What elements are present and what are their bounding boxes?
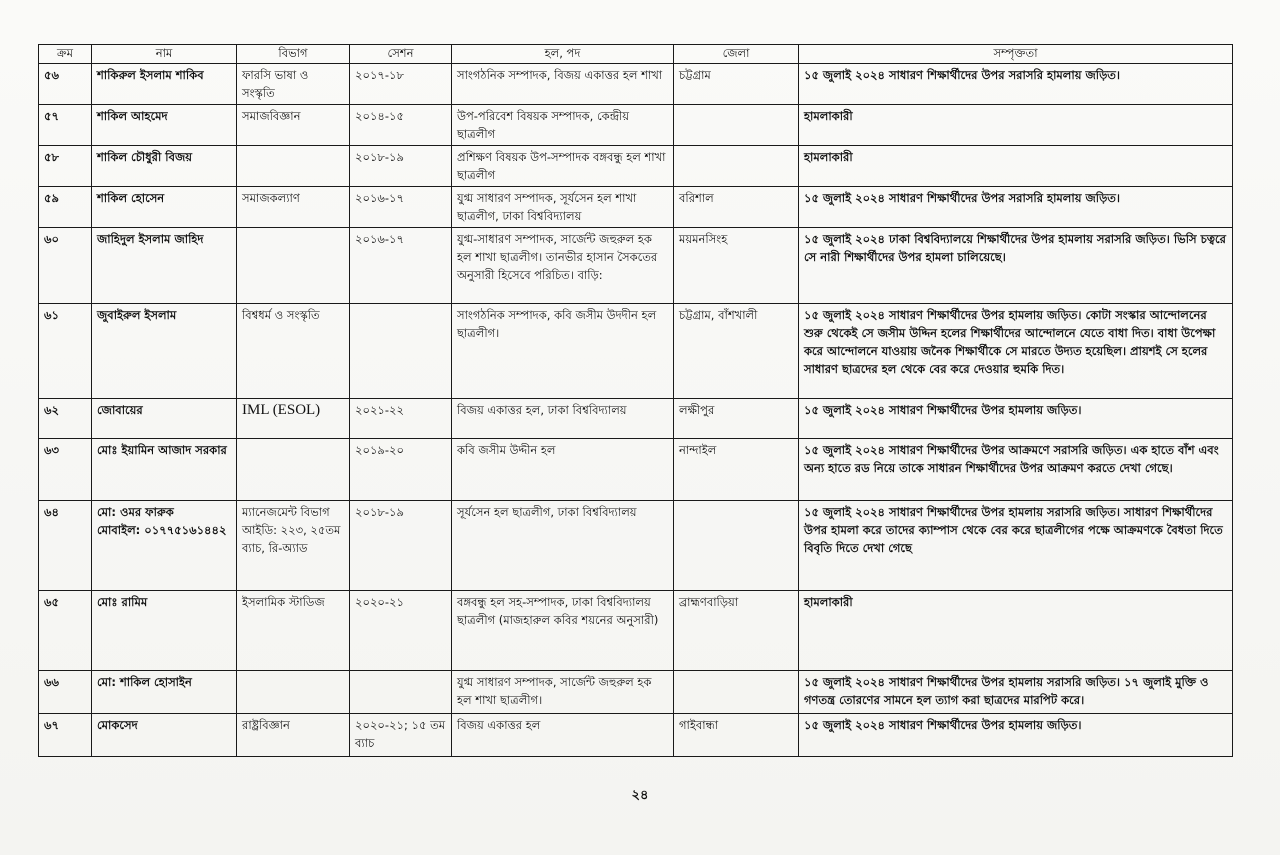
table-row — [39, 146, 1233, 187]
cell-involvement: ১৫ জুলাই ২০২৪ সাধারণ শিক্ষার্থীদের উপর হামলায় জড়িত। কোটা সংস্কার আন্দোলনের শুরু থেকেই সে জসীম উদ্দিন হলের শিক্ষার্থীদের আন্দোলনে যেতে বাধা দিত। বাধা উপেক্ষা করে আন্দোলনে যাওয়ায় জনৈক শিক্ষার্থীকে সে মারতে উদ্যত হয়েছিল। প্রায়শই সে হলের সাধারণ ছাত্রদের হল থেকে বের করে দেওয়ার হুমকি দিত। — [799, 304, 1233, 399]
cell-department: সমাজকল্যাণ — [237, 187, 350, 228]
cell-involvement: হামলাকারী — [799, 591, 1233, 671]
cell-name: জুবাইরুল ইসলাম — [92, 304, 237, 399]
cell-department — [237, 439, 350, 501]
cell-involvement: ১৫ জুলাই ২০২৪ সাধারণ শিক্ষার্থীদের উপর হামলায় সরাসরি জড়িত। সাধারণ শিক্ষার্থীদের উপর হামলা করে তাদের ক্যাম্পাস থেকে বের করে ছাত্রলীগের পক্ষে আক্রমণকে বৈধতা দিতে বিবৃতি দিতে দেখা গেছে — [799, 501, 1233, 591]
cell-name: মোকসেদ — [92, 714, 237, 757]
cell-hall-post: যুগ্ম সাধারণ সম্পাদক, সার্জেন্ট জহুরুল হক হল শাখা ছাত্রলীগ। — [452, 671, 674, 714]
header-involvement: সম্পৃক্ততা — [799, 45, 1233, 64]
cell-session: ২০১৮-১৯ — [350, 146, 452, 187]
table-row — [39, 671, 1233, 714]
cell-hall-post: বঙ্গবন্ধু হল সহ-সম্পাদক, ঢাকা বিশ্ববিদ্যালয় ছাত্রলীগ (মাজহারুল কবির শয়নের অনুসারী) — [452, 591, 674, 671]
cell-name: শাকিল হোসেন — [92, 187, 237, 228]
cell-name: শাকিরুল ইসলাম শাকিব — [92, 64, 237, 105]
cell-session: ২০১৬-১৭ — [350, 187, 452, 228]
cell-session: ২০১৯-২০ — [350, 439, 452, 501]
table-row — [39, 439, 1233, 501]
cell-hall-post: যুগ্ম-সাধারণ সম্পাদক, সার্জেন্ট জহুরুল হক হল শাখা ছাত্রলীগ। তানভীর হাসান সৈকতের অনুসারী হিসেবে পরিচিত। বাড়ি: — [452, 228, 674, 304]
cell-district: বরিশাল — [674, 187, 799, 228]
cell-hall-post: যুগ্ম সাধারণ সম্পাদক, সূর্যসেন হল শাখা ছাত্রলীগ, ঢাকা বিশ্ববিদ্যালয় — [452, 187, 674, 228]
cell-involvement: ১৫ জুলাই ২০২৪ সাধারণ শিক্ষার্থীদের উপর সরাসরি হামলায় জড়িত। — [799, 187, 1233, 228]
person-mobile: মোবাইল: ০১৭৭৫১৬১৪৪২ — [97, 523, 227, 537]
cell-involvement: ১৫ জুলাই ২০২৪ সাধারণ শিক্ষার্থীদের উপর হামলায় সরাসরি জড়িত। ১৭ জুলাই মুক্তি ও গণতন্ত্র তোরণের সামনে হল ত্যাগ করা ছাত্রদের মারপিট করে। — [799, 671, 1233, 714]
cell-hall-post: সাংগঠনিক সম্পাদক, কবি জসীম উদদীন হল ছাত্রলীগ। — [452, 304, 674, 399]
cell-department: বিশ্বধর্ম ও সংস্কৃতি — [237, 304, 350, 399]
table-row — [39, 64, 1233, 105]
cell-serial: ৫৬ — [39, 64, 92, 105]
cell-district — [674, 146, 799, 187]
cell-serial: ৬৭ — [39, 714, 92, 757]
cell-involvement: ১৫ জুলাই ২০২৪ ঢাকা বিশ্ববিদ্যালয়ে শিক্ষার্থীদের উপর হামলায় সরাসরি জড়িত। ভিসি চত্বরে সে নারী শিক্ষার্থীদের উপর হামলা চালিয়েছে। — [799, 228, 1233, 304]
cell-hall-post: উপ-পরিবেশ বিষয়ক সম্পাদক, কেন্দ্রীয় ছাত্রলীগ — [452, 105, 674, 146]
header-serial: ক্রম — [39, 45, 92, 64]
cell-serial: ৬৩ — [39, 439, 92, 501]
cell-department: IML (ESOL) — [237, 399, 350, 439]
person-name: মো: ওমর ফারুক — [97, 505, 174, 519]
table-row — [39, 105, 1233, 146]
table-row — [39, 714, 1233, 757]
cell-name: মো: শাকিল হোসাইন — [92, 671, 237, 714]
roster-table — [38, 44, 1233, 757]
cell-involvement: ১৫ জুলাই ২০২৪ সাধারণ শিক্ষার্থীদের উপর আক্রমণে সরাসরি জড়িত। এক হাতে বাঁশ এবং অন্য হাতে রড নিয়ে তাকে সাধারন শিক্ষার্থীদের উপর আক্রমণ করতে দেখা গেছে। — [799, 439, 1233, 501]
cell-session: ২০১৭-১৮ — [350, 64, 452, 105]
table-row — [39, 501, 1233, 591]
cell-department: ইসলামিক স্টাডিজ — [237, 591, 350, 671]
cell-serial: ৬২ — [39, 399, 92, 439]
table-row — [39, 304, 1233, 399]
cell-session — [350, 671, 452, 714]
cell-involvement: ১৫ জুলাই ২০২৪ সাধারণ শিক্ষার্থীদের উপর হামলায় জড়িত। — [799, 714, 1233, 757]
cell-department — [237, 671, 350, 714]
cell-session: ২০১৪-১৫ — [350, 105, 452, 146]
cell-district: ব্রাহ্মণবাড়িয়া — [674, 591, 799, 671]
cell-hall-post: প্রশিক্ষণ বিষয়ক উপ-সম্পাদক বঙ্গবন্ধু হল শাখা ছাত্রলীগ — [452, 146, 674, 187]
cell-district — [674, 501, 799, 591]
cell-name: জোবায়ের — [92, 399, 237, 439]
cell-hall-post: সূর্যসেন হল ছাত্রলীগ, ঢাকা বিশ্ববিদ্যালয় — [452, 501, 674, 591]
cell-department: ফারসি ভাষা ও সংস্কৃতি — [237, 64, 350, 105]
cell-district: চট্টগ্রাম — [674, 64, 799, 105]
cell-hall-post: বিজয় একাত্তর হল — [452, 714, 674, 757]
cell-involvement: ১৫ জুলাই ২০২৪ সাধারণ শিক্ষার্থীদের উপর সরাসরি হামলায় জড়িত। — [799, 64, 1233, 105]
cell-district: লক্ষীপুর — [674, 399, 799, 439]
cell-serial: ৫৮ — [39, 146, 92, 187]
cell-district: নান্দাইল — [674, 439, 799, 501]
table-row — [39, 591, 1233, 671]
cell-district — [674, 671, 799, 714]
cell-hall-post: সাংগঠনিক সম্পাদক, বিজয় একাত্তর হল শাখা — [452, 64, 674, 105]
cell-serial: ৬৫ — [39, 591, 92, 671]
cell-department — [237, 146, 350, 187]
table-header-row — [39, 45, 1233, 64]
cell-district — [674, 105, 799, 146]
cell-name: মোঃ ইয়ামিন আজাদ সরকার — [92, 439, 237, 501]
cell-session — [350, 304, 452, 399]
cell-session: ২০২১-২২ — [350, 399, 452, 439]
cell-serial: ৬৪ — [39, 501, 92, 591]
table-row — [39, 399, 1233, 439]
page-number: ২৪ — [631, 788, 649, 803]
cell-name — [92, 501, 237, 591]
cell-hall-post: বিজয় একাত্তর হল, ঢাকা বিশ্ববিদ্যালয় — [452, 399, 674, 439]
cell-session: ২০২০-২১ — [350, 591, 452, 671]
table-row — [39, 228, 1233, 304]
cell-hall-post: কবি জসীম উদ্দীন হল — [452, 439, 674, 501]
cell-department: সমাজবিজ্ঞান — [237, 105, 350, 146]
cell-involvement: ১৫ জুলাই ২০২৪ সাধারণ শিক্ষার্থীদের উপর হামলায় জড়িত। — [799, 399, 1233, 439]
cell-district: ময়মনসিংহ — [674, 228, 799, 304]
header-hall-post: হল, পদ — [452, 45, 674, 64]
cell-name: জাহিদুল ইসলাম জাহিদ — [92, 228, 237, 304]
cell-serial: ৬৬ — [39, 671, 92, 714]
header-session: সেশন — [350, 45, 452, 64]
cell-district: চট্টগ্রাম, বাঁশখালী — [674, 304, 799, 399]
cell-involvement: হামলাকারী — [799, 146, 1233, 187]
cell-involvement: হামলাকারী — [799, 105, 1233, 146]
cell-department: রাষ্ট্রবিজ্ঞান — [237, 714, 350, 757]
cell-serial: ৬০ — [39, 228, 92, 304]
cell-serial: ৫৭ — [39, 105, 92, 146]
table-row — [39, 187, 1233, 228]
header-department: বিভাগ — [237, 45, 350, 64]
cell-district: গাইবান্ধা — [674, 714, 799, 757]
cell-session: ২০১৬-১৭ — [350, 228, 452, 304]
cell-name: মোঃ রামিম — [92, 591, 237, 671]
cell-name: শাকিল চৌধুরী বিজয় — [92, 146, 237, 187]
cell-department: ম্যানেজমেন্ট বিভাগ আইডি: ২২৩, ২৫তম ব্যাচ, রি-অ্যাড — [237, 501, 350, 591]
cell-serial: ৫৯ — [39, 187, 92, 228]
cell-department — [237, 228, 350, 304]
cell-session: ২০২০-২১; ১৫ তম ব্যাচ — [350, 714, 452, 757]
header-district: জেলা — [674, 45, 799, 64]
header-name: নাম — [92, 45, 237, 64]
cell-session: ২০১৮-১৯ — [350, 501, 452, 591]
cell-name: শাকিল আহমেদ — [92, 105, 237, 146]
cell-serial: ৬১ — [39, 304, 92, 399]
